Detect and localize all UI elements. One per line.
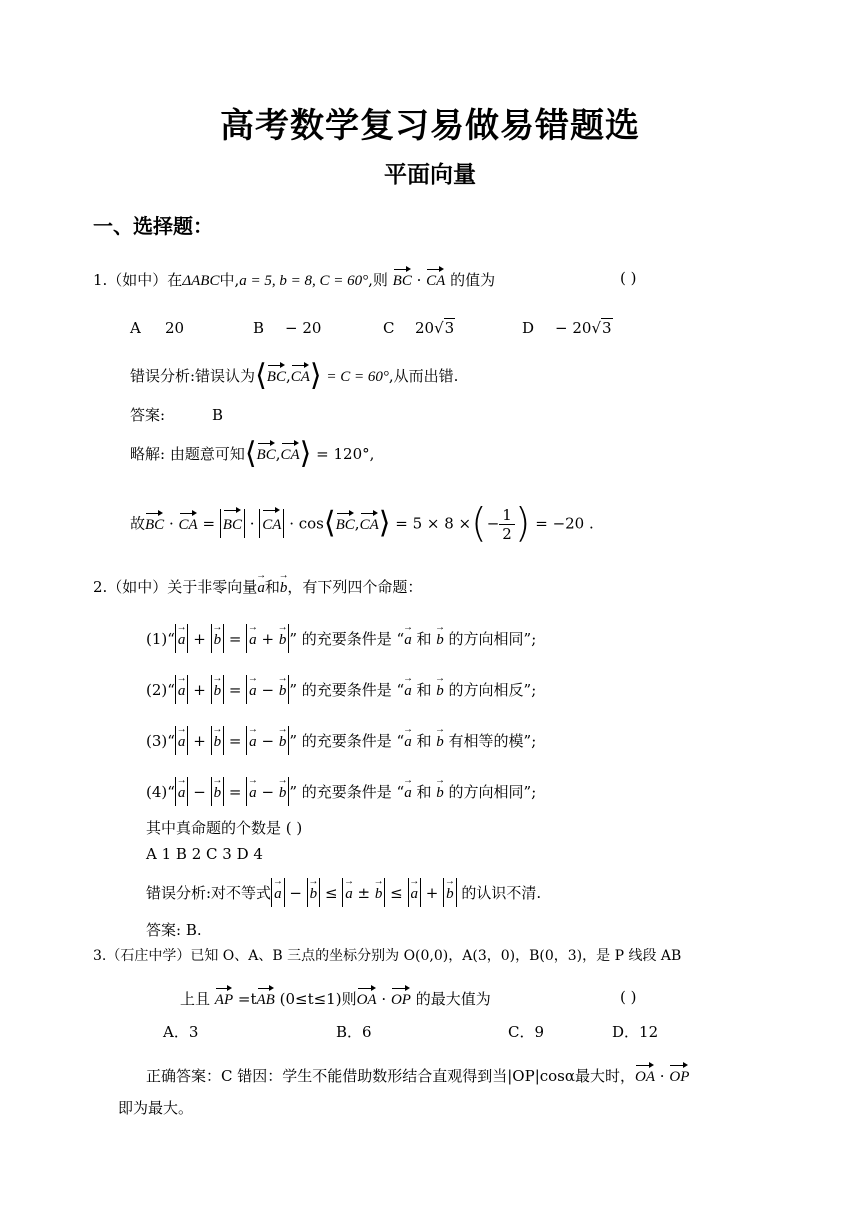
q3-option-c: C．9 [508, 1023, 545, 1041]
document-subtitle: 平面向量 [384, 162, 476, 188]
q3-correct-answer: 正确答案：C 错因：学生不能借助数形结合直观得到当|OP|cosα最大时，OA · OP [146, 1064, 689, 1087]
q2-options: A 1 B 2 C 3 D 4 [146, 845, 263, 863]
q3-option-a: A．3 [163, 1023, 199, 1041]
q2-stem: 2.（如中）关于非零向量a →和b →，有下列四个命题： [93, 575, 422, 598]
q1-option-b-label: B [253, 319, 265, 337]
q2-proposition-1: (1)“ a → + b → = a → + b → ” 的充要条件是 “a → 和 b → 的方向相同”; [146, 624, 536, 653]
q1-option-c-label: C [383, 319, 395, 337]
q1-option-b-value: − 20 [285, 319, 322, 337]
q3-conclusion: 即为最大。 [118, 1099, 194, 1117]
q1-option-a-value: 20 [165, 319, 185, 337]
q3-stem: 3.（石庄中学）已知 O、A、B 三点的坐标分别为 O(0,0)，A(3，0)，B(0，3)，是 P 线段 AB [93, 948, 682, 964]
document-title: 高考数学复习易做易错题选 [220, 106, 640, 146]
q2-proposition-3: (3)“ a → + b → = a → − b → ” 的充要条件是 “a → 和 b → 有相等的模”; [146, 726, 536, 755]
q1-option-d-value: − 20√3 [555, 319, 612, 337]
q1-answer-label: 答案: [130, 406, 166, 424]
q1-answer-value: B [212, 406, 224, 424]
q2-answer: 答案: B. [146, 921, 202, 939]
q1-calculation: 故BC · CA = BC · CA · cos⟨BC,CA⟩ = 5 × 8 ×(− $\frac{1}{2}$ ) = −20 . [130, 500, 594, 547]
q3-option-d: D．12 [612, 1023, 659, 1041]
q3-stem-line2: 上且 AP =tAB (0≤t≤1)则OA · OP 的最大值为 [180, 987, 491, 1010]
q2-proposition-4: (4)“ a → − b → = a → − b → ” 的充要条件是 “a → 和 b → 的方向相同”; [146, 777, 536, 806]
q2-proposition-2: (2)“ a → + b → = a → − b → ” 的充要条件是 “a → 和 b → 的方向相反”; [146, 675, 536, 704]
q1-stem: 1.（如中）在ΔABC中,a = 5, b = 8, C = 60°,则 BC · CA 的值为 [93, 268, 495, 291]
q1-option-c-value: 20√3 [415, 319, 455, 337]
q2-question: 其中真命题的个数是 ( ) [146, 819, 303, 837]
q2-error-analysis: 错误分析:对不等式 a → − b → ≤ a → ± b → ≤ a → + b → 的认识不清. [146, 878, 541, 907]
section-heading: 一、选择题： [93, 214, 213, 238]
q1-option-d-label: D [522, 319, 535, 337]
q1-answer-bracket: ( ) [620, 269, 637, 287]
q1-brief-solution: 略解: 由题意可知⟨BC,CA⟩ = 120°, [130, 436, 375, 471]
q1-option-a-label: A [130, 319, 141, 337]
q3-option-b: B．6 [336, 1023, 372, 1041]
q1-error-analysis: 错误分析:错误认为⟨BC,CA⟩ = C = 60°,从而出错. [130, 358, 459, 393]
q3-answer-bracket: ( ) [620, 988, 637, 1006]
